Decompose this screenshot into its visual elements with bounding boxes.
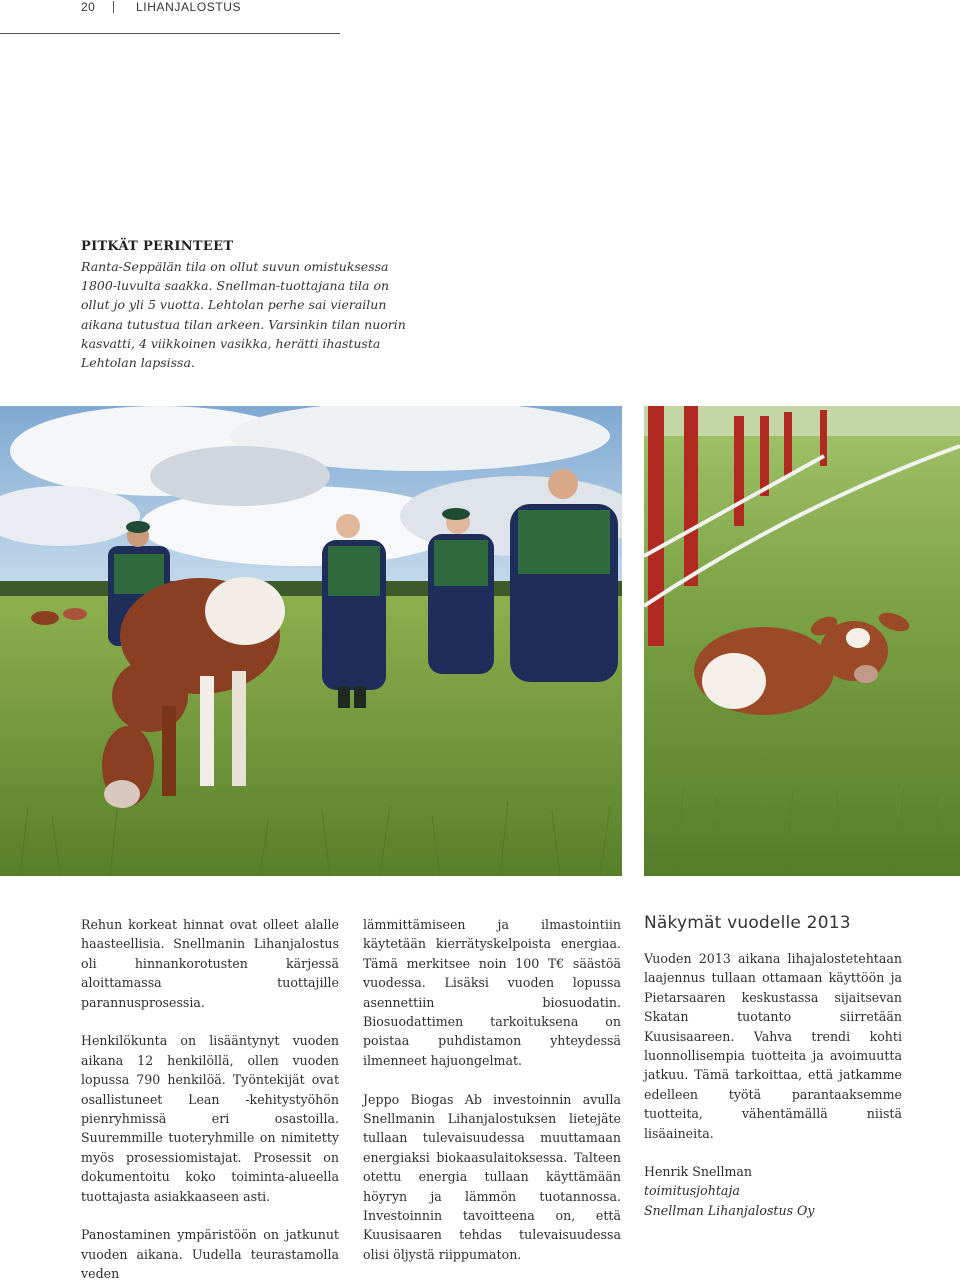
photo-caption: [81, 239, 421, 372]
signature-company: Snellman Lihanjalostus Oy: [644, 1202, 815, 1218]
signature-title: toimitusjohtaja: [644, 1183, 740, 1199]
photo-farm-visit: [0, 406, 622, 876]
text-column-3: [644, 913, 902, 1220]
page-number: 20: [81, 0, 96, 14]
signature: [644, 1162, 902, 1220]
paragraph: Rehun korkeat hinnat ovat olleet alalle haasteellisia. Snellmanin Lihanjalostus oli hinnankorotusten kärjessä aloittamassa tuottajille parannusprosessia.: [81, 917, 339, 1010]
photo-calf: [644, 406, 960, 876]
paragraph: Panostaminen ympäristöön on jatkunut vuoden aikana. Uudella teurastamolla veden: [81, 1227, 339, 1282]
header-separator: [113, 1, 114, 13]
text-column-2: [363, 915, 621, 1264]
text-column-1: [81, 915, 339, 1284]
caption-title: PITKÄT PERINTEET: [81, 239, 234, 254]
paragraph: Jeppo Biogas Ab investoinnin avulla Snellmanin Lihanjalostuksen lietejäte tullaan tulevaisuudessa muuttamaan energiaksi biokaasulaitoksessa. Talteen otettu energia tullaan käyttämään höyryn ja lämmön tuotannossa. Investoinnin tavoitteena on, että Kuusisaaren tehdas tulevaisuudessa olisi öljystä riippumaton.: [363, 1091, 621, 1262]
page-header: [0, 0, 340, 34]
signature-name: Henrik Snellman: [644, 1164, 753, 1180]
paragraph: Vuoden 2013 aikana lihajalostetehtaan laajennus tullaan ottamaan käyttöön ja Pietarsaaren keskustassa sijaitsevan Skatan tuotanto siirretään Kuusisaareen. Vahva trendi kohti luonnollisempia tuotteita ja avoimuutta jatkuu. Tämä tarkoittaa, että jatkamme edelleen työtä parantaaksemme tuotteita, vähentämällä niistä lisäaineita.: [644, 951, 902, 1141]
outlook-heading: Näkymät vuodelle 2013: [644, 913, 851, 933]
paragraph: Henkilökunta on lisääntynyt vuoden aikana 12 henkilöllä, ollen vuoden lopussa 790 henkilöä. Työntekijät ovat osallistuneet Lean -kehitystyöhön pienryhmissä eri osastoilla. Suuremmille tuoteryhmille on nimitetty myös prosessiomistajat. Prosessit on dokumentoitu koko toiminta-alueella tuottajasta asiakkaaseen asti.: [81, 1033, 339, 1204]
paragraph: lämmittämiseen ja ilmastointiin käytetään kierrätyskelpoista energiaa. Tämä merkitsee noin 100 T€ säästöä vuodessa. Lisäksi vuoden lopussa asennettiin biosuodatin. Biosuodattimen tarkoituksena on poistaa puhdistamon yhteydessä ilmenneet hajuongelmat.: [363, 917, 621, 1068]
caption-text: Ranta-Seppälän tila on ollut suvun omistuksessa 1800-luvulta saakka. Snellman-tuottajana tila on ollut jo yli 5 vuotta. Lehtolan perhe sai vierailun aikana tutustua tilan arkeen. Varsinkin tilan nuorin kasvatti, 4 viikkoinen vasikka, herätti ihastusta Lehtolan lapsissa.: [81, 259, 406, 371]
section-name: LIHANJALOSTUS: [136, 0, 242, 14]
